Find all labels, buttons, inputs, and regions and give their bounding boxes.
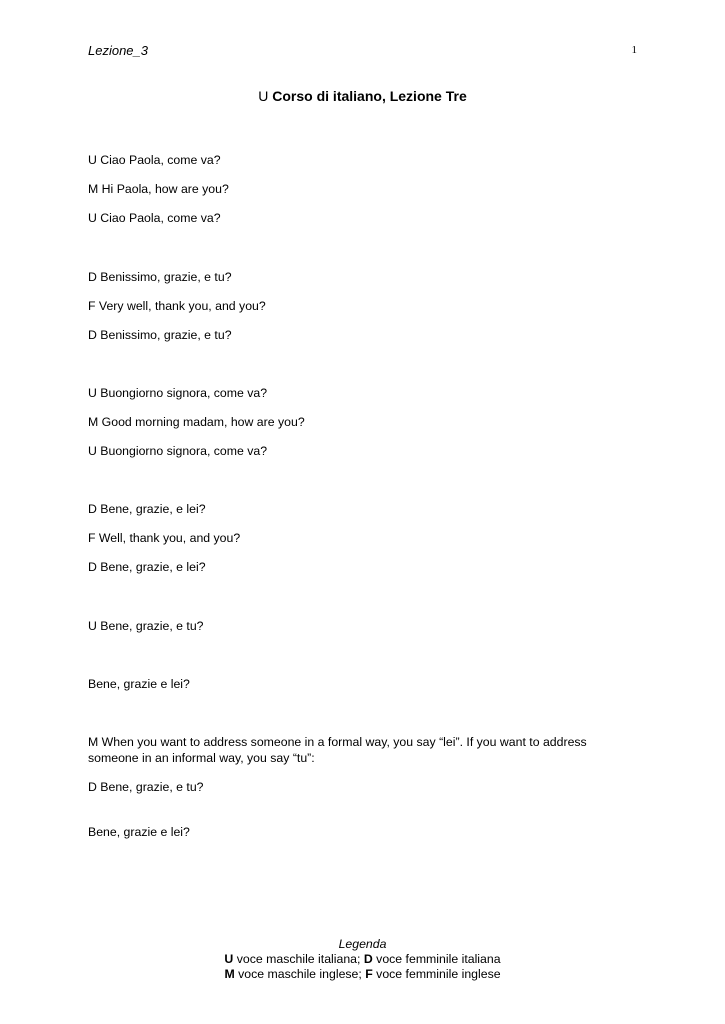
legend-row-italian [0, 952, 725, 967]
legend-desc-f: voce femminile inglese [372, 967, 501, 981]
dialogue-line: Bene, grazie e lei? [88, 677, 190, 691]
dialogue-line: U Buongiorno signora, come va? [88, 444, 268, 458]
title-speaker: U [258, 88, 269, 104]
legend-code-u: U [224, 952, 234, 966]
dialogue-line: D Benissimo, grazie, e tu? [88, 270, 232, 284]
legend-code-m: M [224, 967, 235, 981]
dialogue-line: U Bene, grazie, e tu? [88, 619, 204, 633]
dialogue-line: Bene, grazie e lei? [88, 825, 190, 839]
dialogue-line: F Very well, thank you, and you? [88, 299, 266, 313]
dialogue-line: F Well, thank you, and you? [88, 531, 241, 545]
dialogue-line: D Bene, grazie, e lei? [88, 502, 206, 516]
legend [0, 937, 725, 982]
page-title [0, 88, 725, 104]
legend-desc-u: voce maschile italiana; [233, 952, 364, 966]
legend-row-english [0, 967, 725, 982]
legend-code-d: D [363, 952, 373, 966]
dialogue-line: U Ciao Paola, come va? [88, 153, 221, 167]
explanation-paragraph: M When you want to address someone in a formal way, you say “lei”. If you want to address someone in an informal way, you say “tu”: [88, 735, 587, 765]
lesson-header: Lezione_3 [88, 43, 148, 58]
dialogue-line: D Bene, grazie, e tu? [88, 780, 204, 794]
legend-desc-d: voce femminile italiana [372, 952, 501, 966]
legend-code-f: F [365, 967, 373, 981]
legend-heading: Legenda [338, 937, 387, 951]
dialogue-line: U Buongiorno signora, come va? [88, 386, 268, 400]
dialogue-line: M Hi Paola, how are you? [88, 182, 229, 196]
dialogue-line: M Good morning madam, how are you? [88, 415, 305, 429]
page-number: 1 [631, 44, 637, 56]
dialogue-line: U Ciao Paola, come va? [88, 211, 221, 225]
title-text: Corso di italiano, Lezione Tre [272, 88, 467, 104]
legend-desc-m: voce maschile inglese; [234, 967, 366, 981]
dialogue-line: D Benissimo, grazie, e tu? [88, 328, 232, 342]
dialogue-line: D Bene, grazie, e lei? [88, 560, 206, 574]
